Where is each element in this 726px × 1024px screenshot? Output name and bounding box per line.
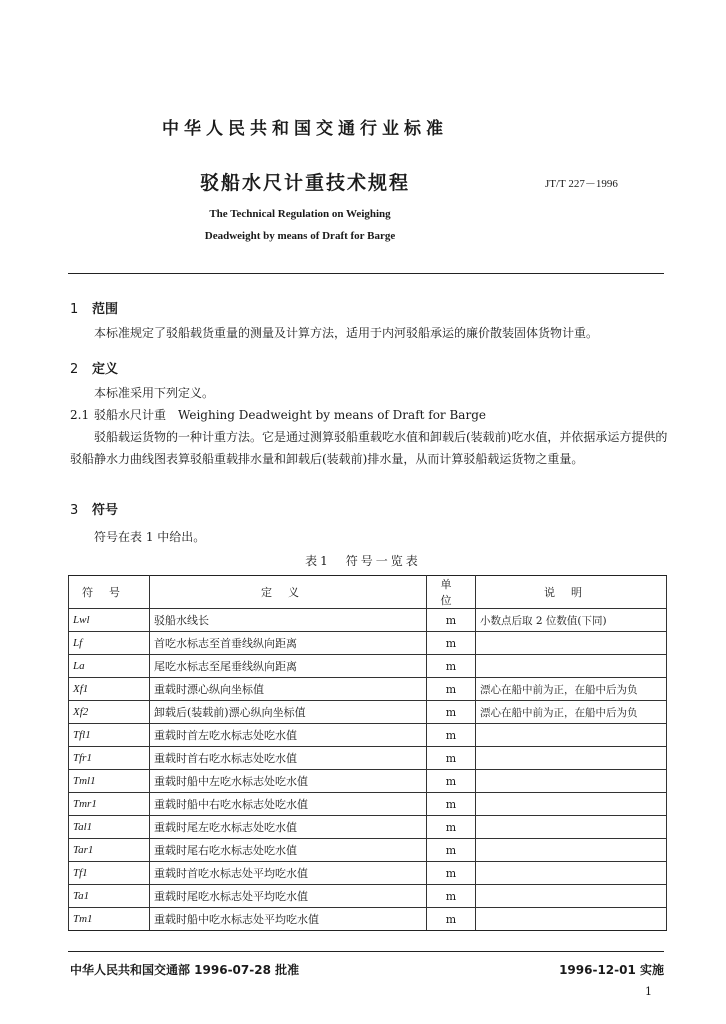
table-row	[69, 747, 667, 770]
section-number: 3	[70, 503, 79, 518]
symbol-cell: Lf	[69, 632, 150, 655]
section-1-heading	[70, 298, 118, 317]
unit-cell: m	[427, 724, 476, 747]
table-row	[69, 701, 667, 724]
page-number: 1	[645, 985, 652, 998]
symbol-cell: Lwl	[69, 609, 150, 632]
symbol-cell: Tmr1	[69, 793, 150, 816]
header-note: 说明	[476, 576, 667, 609]
table-row	[69, 609, 667, 632]
symbol-cell: Tml1	[69, 770, 150, 793]
english-title-line-2: Deadweight by means of Draft for Barge	[204, 230, 396, 242]
table-row	[69, 862, 667, 885]
note-cell	[476, 862, 667, 885]
footer-divider	[68, 951, 664, 952]
header-symbol: 符号	[69, 576, 150, 609]
symbol-cell: Xf2	[69, 701, 150, 724]
symbol-cell: Tm1	[69, 908, 150, 931]
header-definition: 定义	[150, 576, 427, 609]
symbol-cell: Tfl1	[69, 724, 150, 747]
subsection-number: 2.1	[70, 408, 90, 422]
definition-cell: 重载时尾吃水标志处平均吃水值	[150, 885, 427, 908]
unit-cell: m	[427, 839, 476, 862]
note-cell: 漂心在船中前为正，在船中后为负	[476, 678, 667, 701]
note-cell	[476, 839, 667, 862]
unit-cell: m	[427, 816, 476, 839]
definition-cell: 重载时首右吃水标志处吃水值	[150, 747, 427, 770]
unit-cell: m	[427, 770, 476, 793]
definition-cell: 重载时漂心纵向坐标值	[150, 678, 427, 701]
note-cell	[476, 632, 667, 655]
symbol-cell: La	[69, 655, 150, 678]
section-3-text: 符号在表 1 中给出。	[94, 530, 206, 544]
note-cell	[476, 885, 667, 908]
symbol-cell: Tfr1	[69, 747, 150, 770]
section-2-intro: 本标准采用下列定义。	[94, 386, 215, 400]
symbol-cell: Tar1	[69, 839, 150, 862]
section-title: 范围	[92, 302, 119, 317]
unit-cell: m	[427, 908, 476, 931]
table-row	[69, 678, 667, 701]
standard-number: JT/T 227－1996	[545, 178, 618, 190]
table-row	[69, 885, 667, 908]
section-2-1-heading	[70, 404, 668, 426]
effective-date: 1996-12-01 实施	[559, 963, 664, 977]
note-cell	[476, 655, 667, 678]
definition-cell: 重载时尾左吃水标志处吃水值	[150, 816, 427, 839]
symbol-cell: Ta1	[69, 885, 150, 908]
definition-cell: 重载时首左吃水标志处吃水值	[150, 724, 427, 747]
unit-cell: m	[427, 885, 476, 908]
section-number: 1	[70, 302, 79, 317]
definition-cell: 卸载后(装载前)漂心纵向坐标值	[150, 701, 427, 724]
table-row	[69, 770, 667, 793]
symbol-table	[68, 575, 667, 931]
header-divider	[68, 273, 664, 274]
note-cell	[476, 724, 667, 747]
unit-cell: m	[427, 678, 476, 701]
table-row	[69, 839, 667, 862]
unit-cell: m	[427, 609, 476, 632]
english-title-line-1: The Technical Regulation on Weighing	[209, 208, 391, 220]
definition-cell: 重载时船中吃水标志处平均吃水值	[150, 908, 427, 931]
unit-cell: m	[427, 793, 476, 816]
standard-organization: 中华人民共和国交通行业标准	[162, 119, 448, 139]
table-row	[69, 655, 667, 678]
section-1-text: 本标准规定了驳船载货重量的测量及计算方法，适用于内河驳船承运的廉价散装固体货物计重。	[94, 326, 599, 340]
definition-cell: 驳船水线长	[150, 609, 427, 632]
definition-cell: 重载时船中左吃水标志处吃水值	[150, 770, 427, 793]
definition-cell: 尾吃水标志至尾垂线纵向距离	[150, 655, 427, 678]
definition-cell: 重载时船中右吃水标志处吃水值	[150, 793, 427, 816]
symbol-cell: Tf1	[69, 862, 150, 885]
definition-cell: 首吃水标志至首垂线纵向距离	[150, 632, 427, 655]
note-cell: 漂心在船中前为正，在船中后为负	[476, 701, 667, 724]
definition-cell: 重载时首吃水标志处平均吃水值	[150, 862, 427, 885]
table-row	[69, 816, 667, 839]
note-cell	[476, 770, 667, 793]
table-header-row	[69, 576, 667, 609]
section-2-heading	[70, 358, 118, 377]
issuer-approval: 中华人民共和国交通部 1996-07-28 批准	[70, 963, 300, 977]
section-title: 定义	[92, 362, 119, 377]
note-cell	[476, 816, 667, 839]
note-cell: 小数点后取 2 位数值(下同)	[476, 609, 667, 632]
unit-cell: m	[427, 632, 476, 655]
subsection-title: 驳船水尺计重 Weighing Deadweight by means of Draft for Barge	[94, 408, 486, 422]
note-cell	[476, 908, 667, 931]
note-cell	[476, 793, 667, 816]
symbol-cell: Tal1	[69, 816, 150, 839]
note-cell	[476, 747, 667, 770]
table-row	[69, 724, 667, 747]
table-row	[69, 632, 667, 655]
symbol-cell: Xf1	[69, 678, 150, 701]
document-title: 驳船水尺计重技术规程	[200, 172, 411, 194]
unit-cell: m	[427, 701, 476, 724]
unit-cell: m	[427, 862, 476, 885]
section-3-heading	[70, 499, 118, 518]
table-caption: 表1 符号一览表	[305, 554, 421, 568]
header-unit: 单位	[427, 576, 476, 609]
definition-cell: 重载时尾右吃水标志处吃水值	[150, 839, 427, 862]
unit-cell: m	[427, 655, 476, 678]
table-row	[69, 793, 667, 816]
unit-cell: m	[427, 747, 476, 770]
section-2-1-text: 驳船载运货物的一种计重方法。它是通过测算驳船重载吃水值和卸载后(装载前)吃水值，并依据承运方提供的驳船静水力曲线图表算驳船重载排水量和卸载后(装载前)排水量，从而计算驳船载运货物之重量。	[70, 430, 668, 466]
section-number: 2	[70, 362, 79, 377]
table-row	[69, 908, 667, 931]
section-title: 符号	[92, 503, 119, 518]
